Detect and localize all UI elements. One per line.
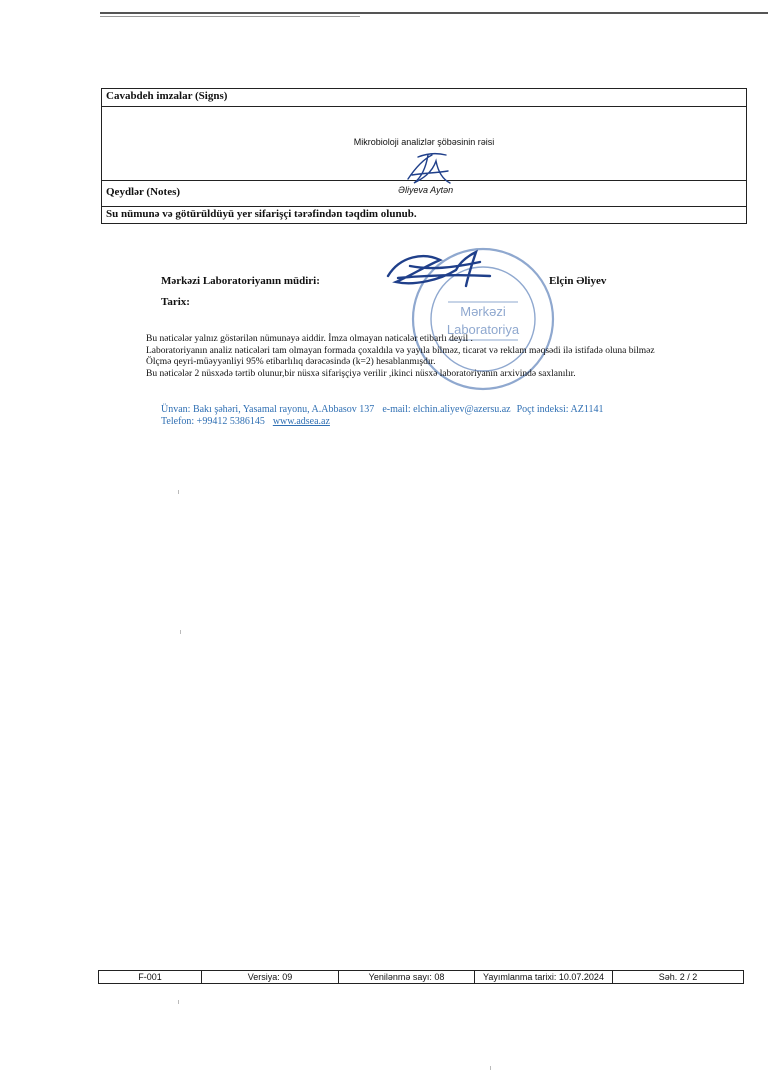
postal-code: Poçt indeksi: AZ1141: [516, 404, 604, 415]
signatures-table: [101, 88, 747, 224]
lab-head-label: Mərkəzi Laboratoriyanın müdiri:: [161, 275, 320, 287]
phone: Telefon: +99412 5386145: [161, 416, 265, 427]
scan-speck: [490, 1066, 491, 1070]
footer-form-code: F-001: [99, 971, 202, 983]
contact-info: [161, 404, 603, 428]
scan-speck: [180, 630, 181, 634]
note-line: Laboratoriyanın analiz nəticələri tam olmayan formada çoxaldıla və yayıla bilməz, ticarət və reklam məqsədi ilə istifadə oluna bilməz: [146, 345, 655, 356]
department-title: Mikrobioloji analizlər şöbəsinin rəisi: [353, 137, 495, 147]
top-rule: [100, 12, 768, 14]
director-signature: [380, 246, 500, 294]
website-link[interactable]: www.adsea.az: [272, 416, 330, 427]
footer-version: Versiya: 09: [202, 971, 339, 983]
footer-published-date: Yayımlanma tarixi: 10.07.2024: [475, 971, 613, 983]
lab-head-name: Elçin Əliyev: [549, 275, 607, 287]
stamp-line-1: Mərkəzi: [460, 304, 506, 319]
date-label: Tarix:: [161, 296, 190, 308]
address: Ünvan: Bakı şəhəri, Yasamal rayonu, A.Abbasov 137: [161, 404, 375, 415]
water-sample-note: Su nümunə və götürüldüyü yer sifarişçi tərəfindən təqdim olunub.: [106, 208, 417, 220]
footer-revision: Yenilənmə sayı: 08: [339, 971, 475, 983]
stamp-line-2: Laboratoriya: [446, 322, 520, 337]
top-rule-secondary: [100, 16, 360, 17]
result-notes: [146, 334, 736, 380]
note-line: Bu nəticələr 2 nüsxədə tərtib olunur,bir nüsxə sifarişçiyə verilir ,ikinci nüsxə laboratoriyanın arxivində saxlanılır.: [146, 368, 576, 379]
notes-header: Qeydlər (Notes): [102, 181, 746, 207]
footer-page-number: Səh. 2 / 2: [658, 972, 698, 982]
email-link[interactable]: e-mail: elchin.aliyev@azersu.az: [382, 404, 511, 415]
note-line: Ölçmə qeyri-müəyyənliyi 95% etibarlılıq dərəcəsində (k=2) hesablanmışdır.: [146, 357, 436, 367]
note-line: Bu nəticələr yalnız göstərilən nümunəyə aiddir. İmza olmayan nəticələr etibarlı deyil .: [146, 334, 473, 344]
scan-speck: [178, 1000, 179, 1004]
document-footer: [98, 970, 744, 984]
scan-speck: [178, 490, 179, 494]
signer-name: Əliyeva Aytən: [398, 185, 454, 195]
signatures-header: Cavabdeh imzalar (Signs): [102, 89, 746, 107]
